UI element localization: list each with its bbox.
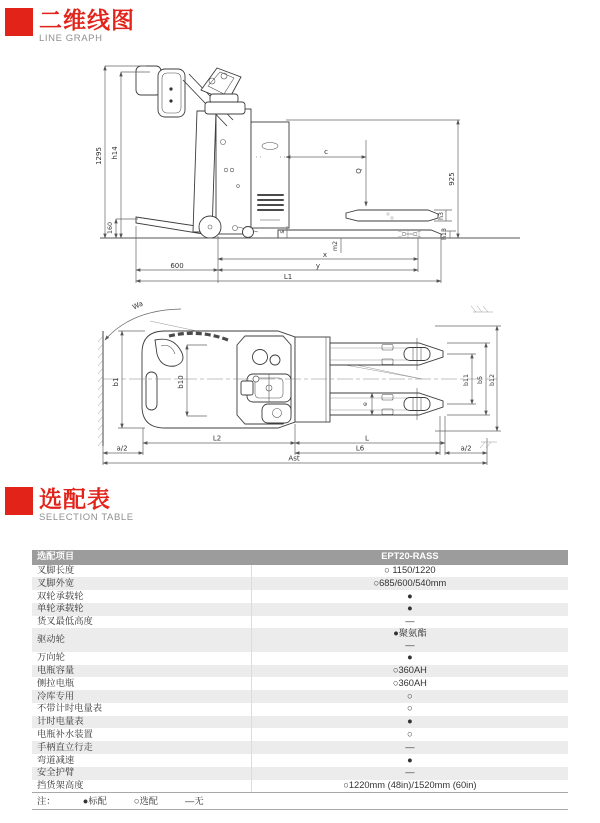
table-row	[32, 590, 568, 603]
note-legend	[56, 796, 204, 808]
legend-item: ●标配	[82, 795, 107, 806]
table-row	[32, 652, 568, 665]
dim-b11: b11	[463, 373, 470, 387]
dim-a2-left: a/2	[116, 444, 128, 453]
table-row	[32, 677, 568, 690]
table-row	[32, 716, 568, 729]
table-row	[32, 616, 568, 629]
row-label: 挡货架高度	[32, 780, 252, 793]
row-value	[252, 755, 568, 767]
side-view-drawing	[88, 56, 568, 291]
table-header-model: EPT20-RASS	[381, 551, 439, 562]
dim-L: L	[365, 434, 369, 443]
dim-c: c	[324, 148, 328, 156]
row-value	[252, 678, 568, 690]
row-label: 叉脚外宽	[32, 577, 252, 590]
row-value	[252, 591, 568, 603]
row-label: 电瓶补水装置	[32, 728, 252, 741]
dim-h13: h13	[441, 227, 448, 241]
selection-table	[32, 550, 568, 810]
dim-Wa: Wa	[131, 299, 145, 312]
legend-item: —无	[185, 795, 204, 806]
row-value	[252, 780, 568, 792]
dim-x: x	[322, 251, 328, 259]
caster-wheel	[243, 227, 254, 238]
value-line: ●聚氨酯	[393, 628, 427, 639]
row-value	[252, 578, 568, 590]
table-row	[32, 754, 568, 767]
dim-Ast: Ast	[288, 454, 300, 463]
dim-Q: Q	[355, 168, 363, 174]
section-title: 二维线图	[39, 7, 135, 33]
value-line: ○1220mm (48in)/1520mm (60in)	[343, 780, 477, 791]
dim-1295: 1295	[95, 147, 103, 165]
value-line: ●	[407, 716, 413, 727]
dim-b12: b12	[489, 373, 496, 387]
table-row	[32, 628, 568, 651]
row-value	[252, 603, 568, 615]
value-line: —	[405, 741, 415, 752]
dim-160: 160	[107, 221, 114, 235]
dim-925: 925	[448, 172, 456, 186]
value-line: ●	[407, 652, 413, 663]
section-header-selection-table	[5, 487, 134, 523]
dim-600: 600	[170, 262, 184, 270]
row-value	[252, 628, 568, 651]
section-title: 选配表	[39, 486, 111, 512]
table-row	[32, 741, 568, 754]
value-line: —	[405, 640, 415, 651]
row-label: 万向轮	[32, 652, 252, 665]
row-value	[252, 767, 568, 779]
table-row	[32, 690, 568, 703]
table-row	[32, 565, 568, 578]
dim-b1: b1	[112, 377, 120, 387]
dim-b5: b5	[477, 375, 484, 385]
dim-e: e	[362, 402, 369, 406]
table-header-item: 选配项目	[37, 551, 75, 562]
dim-L6: L6	[355, 444, 365, 453]
value-line: ○	[407, 690, 413, 701]
top-view-truck	[103, 331, 497, 428]
section-subtitle: LINE GRAPH	[39, 33, 103, 45]
note-prefix: 注：	[37, 795, 56, 806]
row-value	[252, 716, 568, 728]
row-label: 货叉最低高度	[32, 616, 252, 629]
row-label: 驱动轮	[32, 628, 252, 651]
table-row	[32, 767, 568, 780]
row-value	[252, 729, 568, 741]
side-view-truck	[136, 66, 441, 238]
value-line: ○360AH	[392, 677, 427, 688]
table-row	[32, 603, 568, 616]
row-value	[252, 665, 568, 677]
row-value	[252, 565, 568, 577]
value-line: ○	[407, 703, 413, 714]
row-value	[252, 742, 568, 754]
section-header-line-graph	[5, 8, 135, 44]
table-note-row	[32, 792, 568, 810]
legend-item: ○选配	[133, 795, 159, 806]
value-line: ●	[407, 603, 413, 614]
row-label: 叉脚长度	[32, 565, 252, 578]
row-label: 侧拉电瓶	[32, 677, 252, 690]
value-line: ○360AH	[392, 665, 427, 676]
section-subtitle: SELECTION TABLE	[39, 512, 134, 524]
value-line: ○	[407, 729, 413, 740]
value-line: ○685/600/540mm	[373, 577, 447, 588]
value-line: ●	[407, 590, 413, 601]
table-body	[32, 565, 568, 793]
value-line: —	[405, 767, 415, 778]
row-value	[252, 703, 568, 715]
row-label: 不带计时电量表	[32, 703, 252, 716]
row-value	[252, 652, 568, 664]
row-label: 计时电量表	[32, 716, 252, 729]
row-label: 弯道减速	[32, 754, 252, 767]
dim-L1: L1	[283, 273, 293, 281]
row-label: 电瓶容量	[32, 665, 252, 678]
dim-a2-right: a/2	[460, 444, 472, 453]
table-row	[32, 780, 568, 793]
row-value	[252, 616, 568, 628]
value-line: —	[405, 616, 415, 627]
table-row	[32, 703, 568, 716]
table-header-row	[32, 550, 568, 565]
table-row	[32, 665, 568, 678]
drive-wheel	[199, 216, 221, 238]
row-value	[252, 691, 568, 703]
row-label: 冷库专用	[32, 690, 252, 703]
value-line: ●	[407, 754, 413, 765]
row-label: 安全护臂	[32, 767, 252, 780]
top-view-drawing	[95, 296, 505, 476]
row-label: 双轮承载轮	[32, 590, 252, 603]
dim-b10: b10	[177, 375, 185, 389]
red-square-icon	[5, 8, 33, 36]
table-row	[32, 577, 568, 590]
value-line: ○ 1150/1220	[384, 565, 436, 576]
dim-s: s	[279, 230, 286, 234]
dim-h3: h3	[438, 212, 445, 220]
battery-box	[295, 337, 330, 422]
dim-m2: m2	[332, 240, 339, 252]
row-label: 手柄直立行走	[32, 741, 252, 754]
table-row	[32, 728, 568, 741]
dim-L2: L2	[212, 434, 222, 443]
red-square-icon	[5, 487, 33, 515]
dim-y: y	[315, 262, 321, 270]
fork-lowered	[278, 230, 441, 238]
dim-h14: h14	[111, 146, 119, 160]
row-label: 单轮承载轮	[32, 603, 252, 616]
